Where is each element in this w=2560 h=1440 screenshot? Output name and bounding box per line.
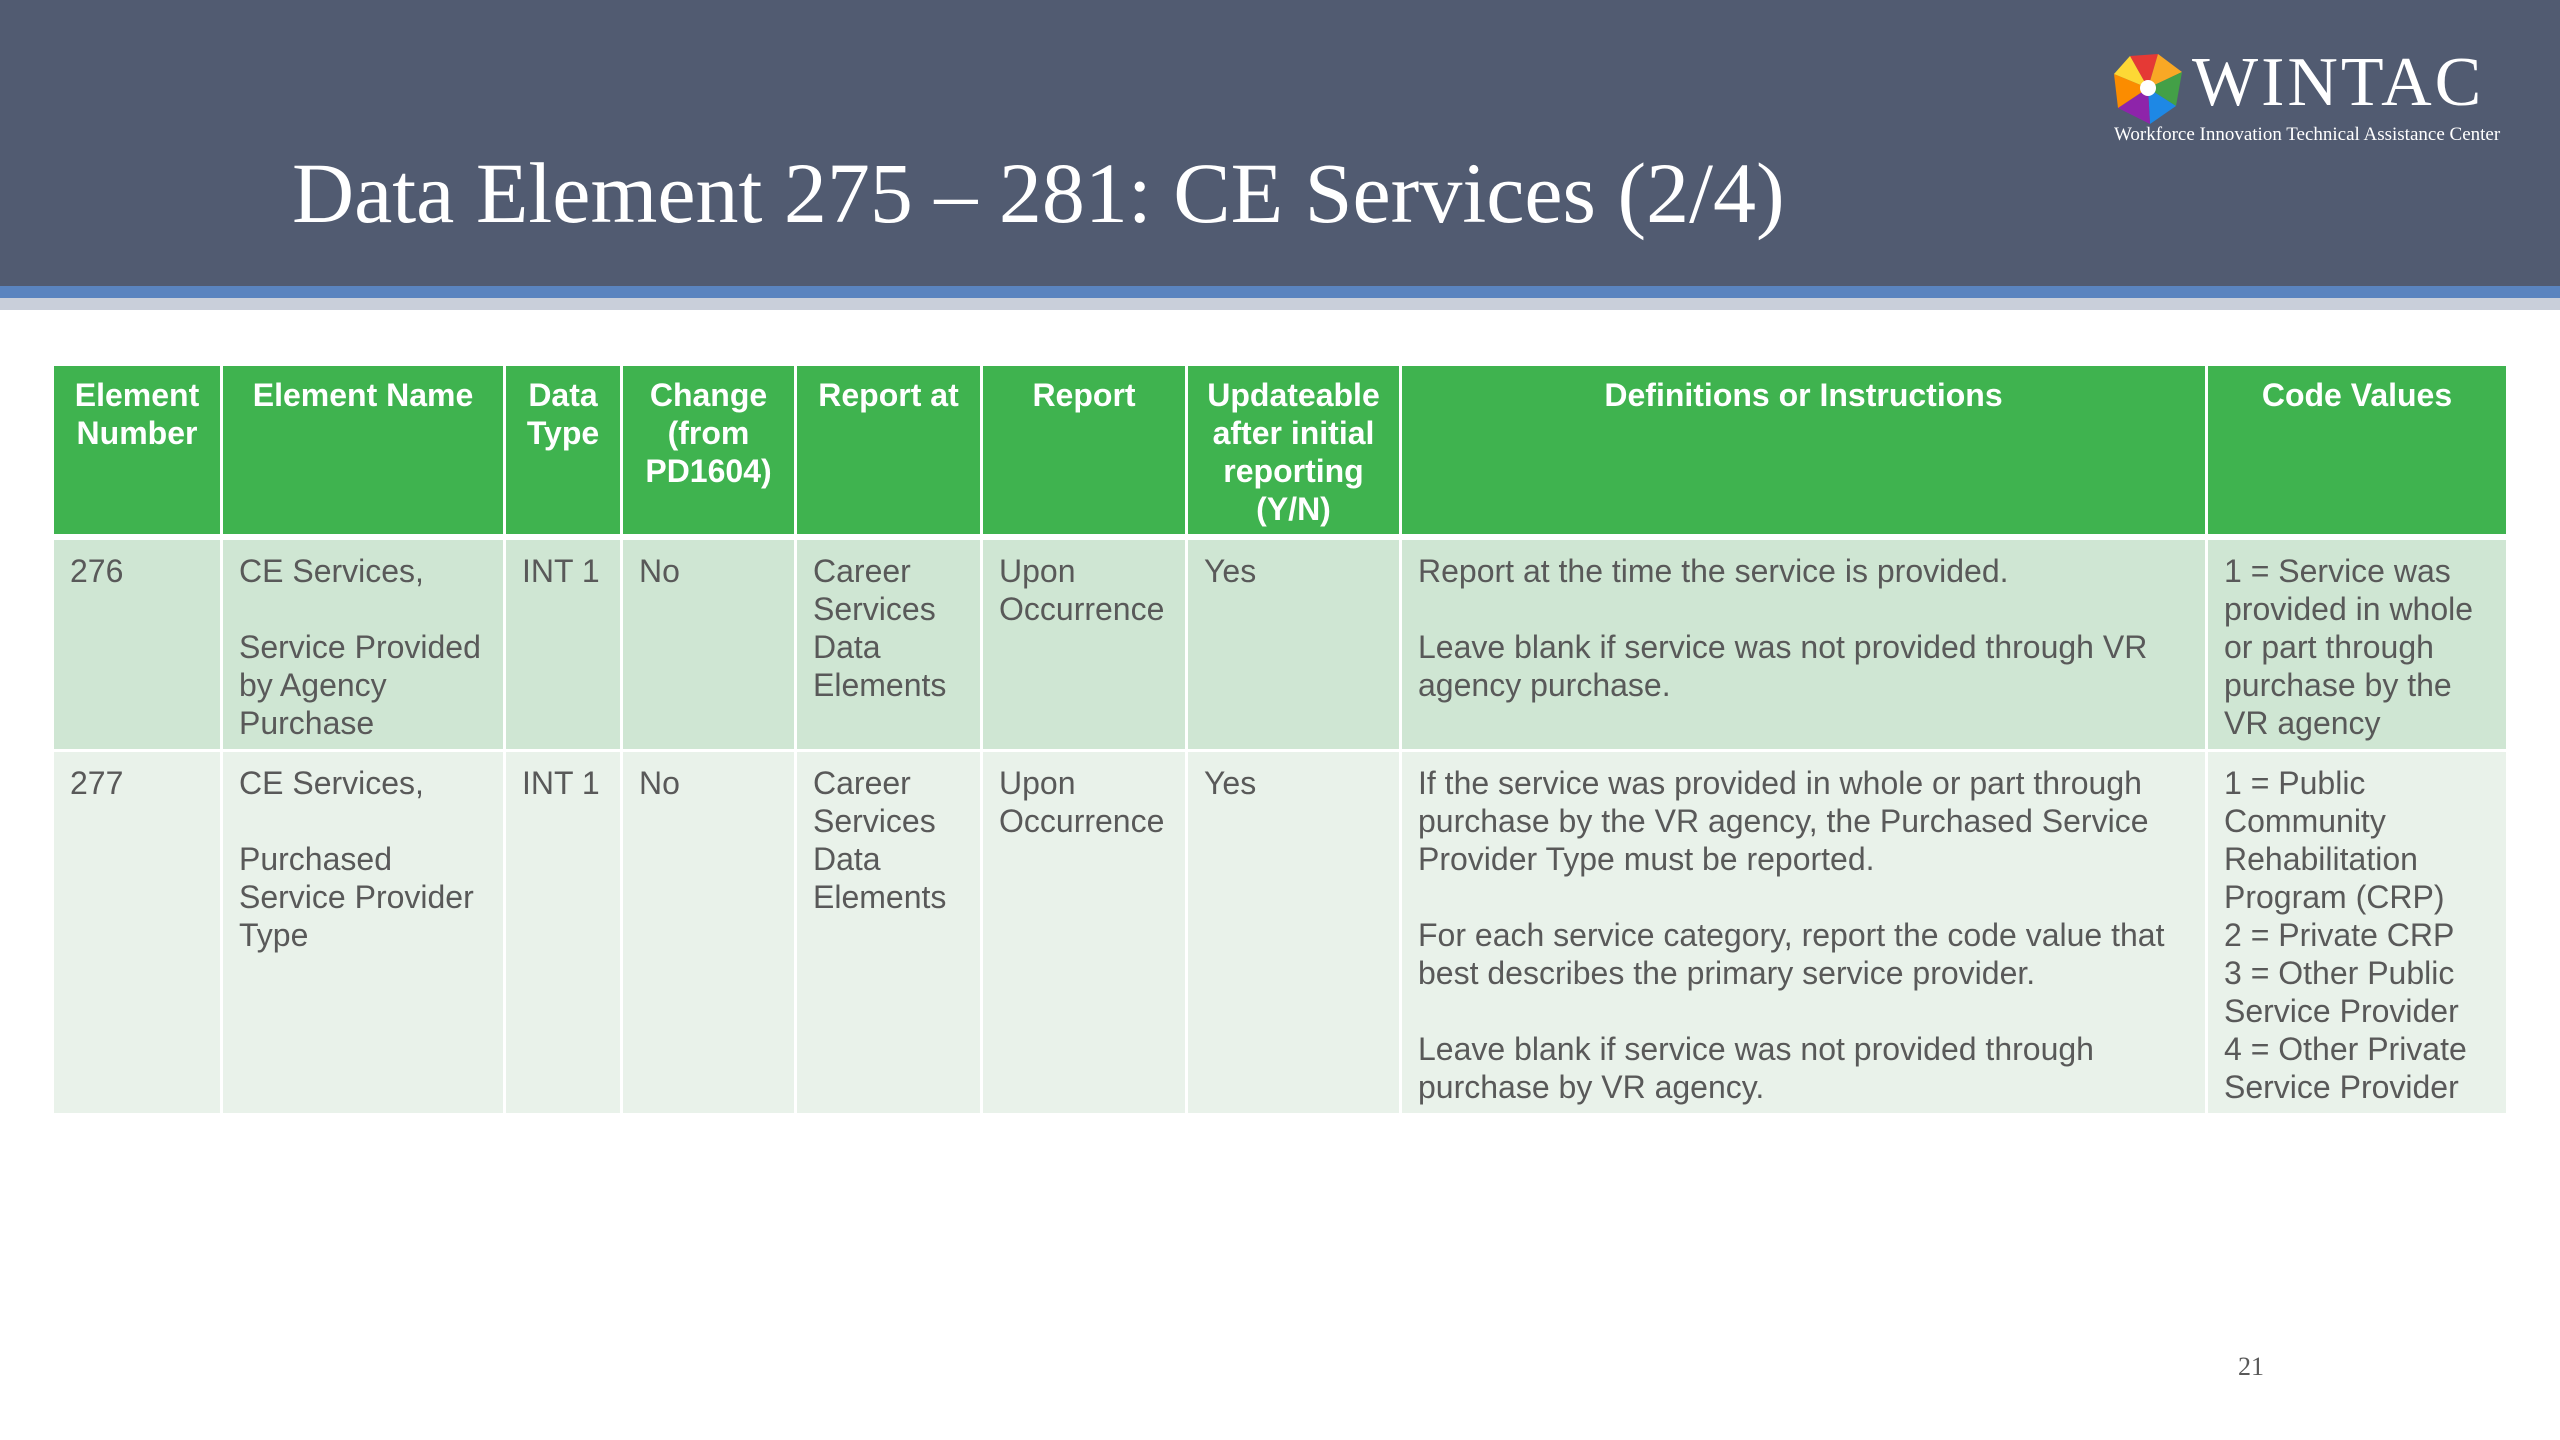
data-table <box>54 366 2506 1116</box>
slide-title: Data Element 275 – 281: CE Services (2/4) <box>292 145 1785 241</box>
cell-definitions: If the service was provided in whole or part through purchase by the VR agency, the Purchased Service Provider Type must be reported. For each service category, report the code value that best describes the primary service provider. Leave blank if service was not provided through purchase by VR agency. <box>1402 752 2208 1116</box>
header-report: Report <box>983 366 1188 540</box>
logo-subtitle: Workforce Innovation Technical Assistance Center <box>2114 124 2501 145</box>
cell-code-values: 1 = Service was provided in whole or part through purchase by the VR agency <box>2208 540 2506 752</box>
cell-element-number: 277 <box>54 752 223 1116</box>
table-row <box>54 752 2506 1116</box>
cell-report-at: Career Services Data Elements <box>797 540 983 752</box>
cell-change: No <box>623 752 797 1116</box>
header-report-at: Report at <box>797 366 983 540</box>
header-stripe-light <box>0 298 2560 310</box>
cell-element-name: CE Services, Purchased Service Provider Type <box>223 752 506 1116</box>
cell-code-values: 1 = Public Community Rehabilitation Program (CRP) 2 = Private CRP 3 = Other Public Service Provider 4 = Other Private Service Provider <box>2208 752 2506 1116</box>
header-change: Change (from PD1604) <box>623 366 797 540</box>
cell-report: Upon Occurrence <box>983 540 1188 752</box>
cell-element-name: CE Services, Service Provided by Agency Purchase <box>223 540 506 752</box>
header-code-values: Code Values <box>2208 366 2506 540</box>
logo-pinwheel-icon <box>2110 50 2186 126</box>
page-number: 21 <box>2238 1352 2264 1381</box>
header-stripe <box>0 286 2560 298</box>
cell-report-at: Career Services Data Elements <box>797 752 983 1116</box>
header-definitions: Definitions or Instructions <box>1402 366 2208 540</box>
cell-element-number: 276 <box>54 540 223 752</box>
cell-updateable: Yes <box>1188 752 1402 1116</box>
table-row <box>54 540 2506 752</box>
cell-definitions: Report at the time the service is provided. Leave blank if service was not provided through VR agency purchase. <box>1402 540 2208 752</box>
logo-wordmark: WINTAC <box>2192 44 2485 121</box>
header-element-name: Element Name <box>223 366 506 540</box>
cell-data-type: INT 1 <box>506 752 623 1116</box>
cell-data-type: INT 1 <box>506 540 623 752</box>
header-element-number: Element Number <box>54 366 223 540</box>
cell-updateable: Yes <box>1188 540 1402 752</box>
header-data-type: Data Type <box>506 366 623 540</box>
cell-report: Upon Occurrence <box>983 752 1188 1116</box>
wintac-logo <box>2110 44 2530 148</box>
table-header-row <box>54 366 2506 540</box>
cell-change: No <box>623 540 797 752</box>
header-updateable: Updateable after initial reporting (Y/N) <box>1188 366 1402 540</box>
